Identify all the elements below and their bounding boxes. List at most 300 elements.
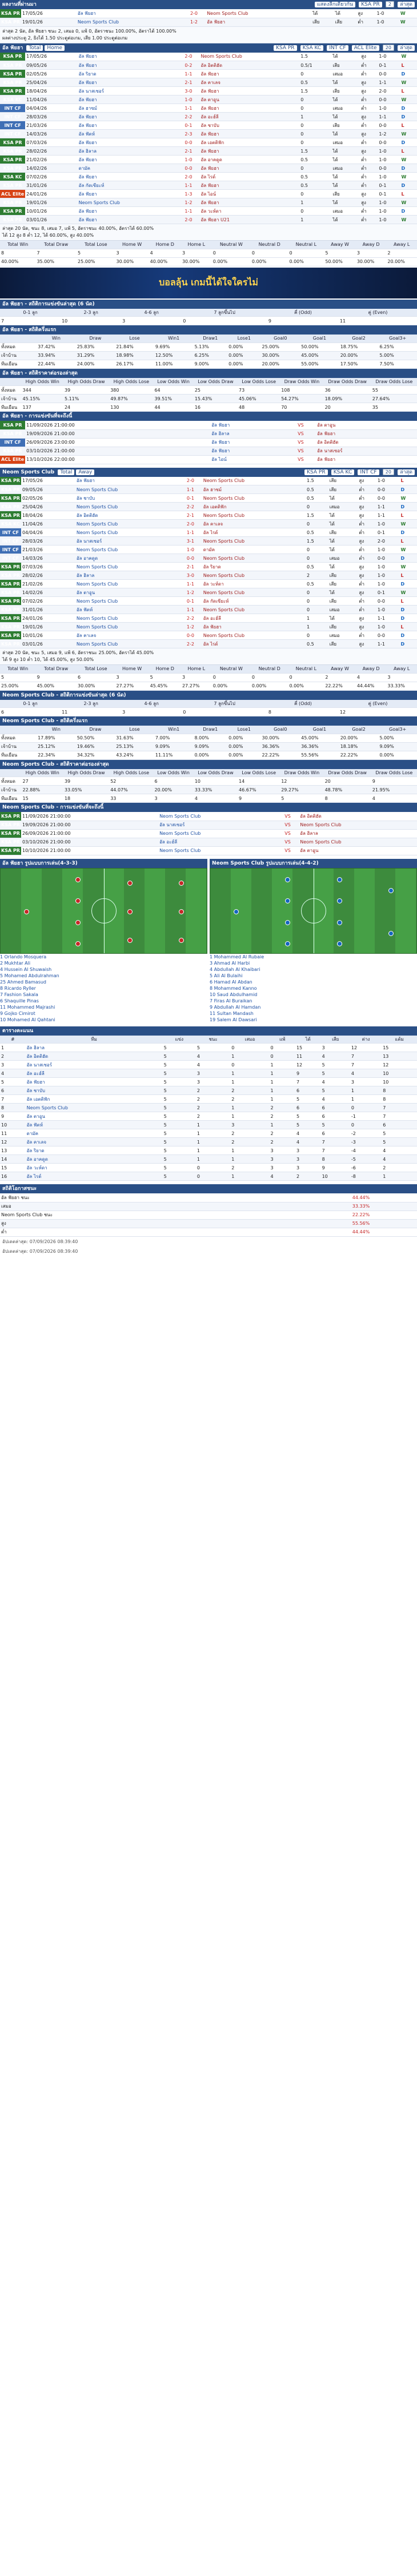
match-score[interactable]: 2-2 — [179, 503, 202, 511]
match-row[interactable] — [0, 520, 417, 528]
home-team[interactable]: Neom Sports Club — [75, 503, 179, 511]
match-row[interactable] — [0, 9, 417, 18]
standings-row[interactable] — [0, 1078, 417, 1086]
league-badge[interactable]: KSA PR — [0, 503, 21, 511]
match-row[interactable] — [0, 563, 417, 571]
league-badge[interactable]: KSA KC — [0, 173, 25, 181]
league-badge[interactable]: KSA PR — [0, 494, 21, 503]
league-badge[interactable]: KSA PR — [0, 447, 25, 455]
standing-team[interactable]: Neom Sports Club — [26, 1104, 163, 1112]
away-team[interactable]: อัล ตาอูน — [299, 846, 417, 855]
league-badge[interactable]: INT CF — [0, 113, 25, 121]
match-row[interactable] — [0, 537, 417, 546]
standing-team[interactable]: อัล คาเลจ — [26, 1138, 163, 1146]
league-badge[interactable]: KSA PR — [0, 821, 21, 829]
away-team[interactable]: อัล เอตติฟัก — [199, 138, 299, 147]
league-filter-ksa[interactable]: KSA PR — [359, 2, 382, 7]
match-row[interactable] — [0, 511, 417, 520]
match-score[interactable]: 2-2 — [177, 113, 199, 121]
home-team[interactable]: อัล ริยาด — [78, 70, 178, 78]
away-team[interactable]: อัล ฟัยฮา — [199, 198, 299, 207]
match-row[interactable] — [0, 588, 417, 597]
player-name[interactable]: 9 Abdullah Al Hamdan — [210, 1004, 261, 1010]
league-badge[interactable]: INT CF — [0, 130, 25, 138]
away-team[interactable]: อัล วะห์ดา — [199, 207, 299, 216]
home-team[interactable]: อัล ฟัยฮา — [78, 53, 178, 61]
home-team[interactable]: อัล ฮาซม์ — [78, 104, 178, 113]
player-name[interactable]: 1 Mohammed Al Rubaie — [210, 954, 264, 959]
match-row[interactable] — [0, 190, 417, 198]
match-score[interactable]: 2-0 — [179, 520, 202, 528]
match-row[interactable] — [0, 87, 417, 95]
league-badge[interactable]: INT CF — [0, 537, 21, 546]
player-marker[interactable] — [179, 881, 184, 886]
match-score[interactable]: 1-0 — [177, 156, 199, 164]
standings-row[interactable] — [0, 1095, 417, 1104]
match-row[interactable] — [0, 631, 417, 640]
league-badge[interactable]: KSA PR — [0, 640, 21, 648]
match-row[interactable] — [0, 554, 417, 563]
home-team[interactable]: อัล ฟัยฮา — [210, 447, 286, 455]
home-team[interactable]: อัล ฟัยฮา — [210, 438, 286, 447]
player-name[interactable]: 5 Mohamed Abdulrahman — [0, 973, 59, 978]
league-badge[interactable]: KSA PR — [0, 147, 25, 156]
fixture-row[interactable] — [0, 846, 417, 855]
match-row[interactable] — [0, 70, 417, 78]
standing-team[interactable]: อัล ฟัยฮา — [26, 1078, 163, 1086]
home-team[interactable]: อัล นาสเซอร์ — [78, 87, 178, 95]
away-team[interactable]: อัล ชาบับ — [199, 121, 299, 130]
match-row[interactable] — [0, 580, 417, 588]
standing-team[interactable]: อัล ไรด์ — [26, 1172, 163, 1181]
away-team[interactable]: อัล ไรด์ — [202, 640, 306, 648]
standing-team[interactable]: อัล อิตติฮัด — [26, 1052, 163, 1061]
match-score[interactable]: 1-1 — [179, 580, 202, 588]
tab-home[interactable]: Home — [45, 45, 65, 51]
away-team[interactable]: อัล ฟัยฮา — [316, 429, 417, 438]
match-score[interactable]: 0-2 — [177, 61, 199, 70]
home-team[interactable]: Neom Sports Club — [75, 546, 179, 554]
match-row[interactable] — [0, 95, 417, 104]
away-team[interactable]: อัล อิตติฮัด — [199, 61, 299, 70]
standing-team[interactable]: อัล อะฮ์ลี — [26, 1069, 163, 1078]
match-score[interactable]: 2-1 — [179, 511, 202, 520]
player-name[interactable]: 19 Salem Al Dawsari — [210, 1017, 257, 1022]
match-row[interactable] — [0, 138, 417, 147]
home-team[interactable]: อัล นาสเซอร์ — [158, 821, 276, 829]
tab-total[interactable]: Total — [58, 469, 74, 475]
away-team[interactable]: อัล อาคดูด — [199, 156, 299, 164]
player-name[interactable]: 10 Mohamed Al Qahtani — [0, 1017, 55, 1022]
player-marker[interactable] — [337, 941, 342, 946]
home-team[interactable]: ดามัค — [78, 164, 178, 173]
standings-row[interactable] — [0, 1044, 417, 1052]
away-team[interactable]: Neom Sports Club — [206, 9, 311, 18]
match-row[interactable] — [0, 53, 417, 61]
filter-int-cf[interactable]: INT CF — [358, 469, 379, 475]
standings-row[interactable] — [0, 1112, 417, 1121]
match-row[interactable] — [0, 104, 417, 113]
league-badge[interactable]: KSA PR — [0, 181, 25, 190]
match-row[interactable] — [0, 121, 417, 130]
league-badge[interactable]: KSA PR — [0, 631, 21, 640]
filter-ksa-kc[interactable]: KSA KC — [300, 45, 324, 51]
match-score[interactable]: 1-1 — [179, 606, 202, 614]
home-team[interactable]: อัล ฟัยฮา — [78, 78, 178, 87]
home-team[interactable]: Neom Sports Club — [75, 528, 179, 537]
match-score[interactable]: 1-1 — [177, 104, 199, 113]
match-score[interactable]: 2-0 — [179, 477, 202, 485]
league-badge[interactable]: KSA PR — [0, 588, 21, 597]
home-team[interactable]: อัล ฟัตห์ — [75, 606, 179, 614]
match-score[interactable]: 1-3 — [177, 190, 199, 198]
away-team[interactable]: อัล ฟัยฮา — [199, 87, 299, 95]
match-row[interactable] — [0, 61, 417, 70]
league-badge[interactable]: KSA PR — [0, 61, 25, 70]
team2-count-select[interactable]: 20 — [383, 469, 394, 475]
match-row[interactable] — [0, 597, 417, 606]
home-team[interactable]: อัล ฟัยฮา — [78, 190, 178, 198]
home-team[interactable]: Neom Sports Club — [75, 520, 179, 528]
match-score[interactable]: 2-1 — [177, 78, 199, 87]
player-name[interactable]: 2 Mukhtar Ali — [0, 960, 31, 966]
player-marker[interactable] — [127, 938, 133, 943]
match-score[interactable]: 0-0 — [177, 164, 199, 173]
player-marker[interactable] — [179, 909, 184, 914]
league-badge[interactable]: KSA KC — [0, 520, 21, 528]
home-team[interactable]: Neom Sports Club — [77, 18, 182, 26]
home-team[interactable]: Neom Sports Club — [75, 614, 179, 623]
home-team[interactable]: Neom Sports Club — [75, 623, 179, 631]
home-team[interactable]: Neom Sports Club — [75, 640, 179, 648]
home-team[interactable]: อัล ฟัยฮา — [78, 121, 178, 130]
league-badge[interactable]: KSA PR — [0, 606, 21, 614]
away-team[interactable]: ดามัค — [202, 546, 306, 554]
player-marker[interactable] — [285, 920, 290, 925]
home-team[interactable]: อัล ฟัยฮา — [75, 477, 179, 485]
match-row[interactable] — [0, 207, 417, 216]
away-team[interactable]: อัล ฟัยฮา — [199, 147, 299, 156]
away-team[interactable]: Neom Sports Club — [202, 494, 306, 503]
match-row[interactable] — [0, 130, 417, 138]
league-badge[interactable]: KSA PR — [0, 597, 21, 606]
away-team[interactable]: Neom Sports Club — [202, 571, 306, 580]
league-badge[interactable]: KSA PR — [0, 216, 25, 224]
league-badge[interactable]: KSA PR — [0, 614, 21, 623]
away-team[interactable]: Neom Sports Club — [202, 588, 306, 597]
fixture-row[interactable] — [0, 429, 417, 438]
player-marker[interactable] — [234, 909, 239, 914]
fixture-row[interactable] — [0, 821, 417, 829]
league-badge[interactable]: KSA PR — [0, 207, 25, 216]
player-marker[interactable] — [24, 909, 29, 914]
league-badge[interactable]: INT CF — [0, 121, 25, 130]
league-badge[interactable]: KSA PR — [0, 87, 25, 95]
match-score[interactable]: 1-2 — [177, 198, 199, 207]
standings-row[interactable] — [0, 1146, 417, 1155]
match-score[interactable]: 0-0 — [179, 554, 202, 563]
league-badge[interactable]: INT CF — [0, 438, 25, 447]
away-team[interactable]: Neom Sports Club — [299, 838, 417, 846]
away-team[interactable]: อัล ฟัยฮา — [206, 18, 311, 26]
league-badge[interactable]: KSA PR — [0, 421, 25, 429]
player-name[interactable]: 11 Sultan Mandash — [210, 1010, 254, 1016]
away-team[interactable]: อัล ฟัยฮา — [316, 455, 417, 464]
match-score[interactable]: 1-1 — [179, 485, 202, 494]
away-team[interactable]: อัล ฟัยฮา — [199, 130, 299, 138]
match-score[interactable]: 0-1 — [177, 121, 199, 130]
away-team[interactable]: อัล อะฮ์ลี — [199, 113, 299, 121]
match-score[interactable]: 0-0 — [177, 138, 199, 147]
match-score[interactable]: 2-0 — [177, 173, 199, 181]
standing-team[interactable]: ดามัค — [26, 1129, 163, 1138]
player-marker[interactable] — [285, 941, 290, 946]
home-team[interactable]: อัล อิตติฮัด — [75, 511, 179, 520]
home-team[interactable]: อัล ฟัยฮา — [78, 156, 178, 164]
league-badge[interactable]: KSA PR — [0, 198, 25, 207]
away-team[interactable]: อัล ตาอูน — [316, 421, 417, 429]
player-marker[interactable] — [285, 877, 290, 882]
away-team[interactable]: Neom Sports Club — [202, 511, 306, 520]
standings-row[interactable] — [0, 1069, 417, 1078]
player-name[interactable]: 8 Ricardo Ryller — [0, 985, 36, 991]
match-row[interactable] — [0, 606, 417, 614]
player-name[interactable]: 6 Hamad Al Abdan — [210, 979, 252, 985]
away-team[interactable]: Neom Sports Club — [202, 477, 306, 485]
away-team[interactable]: อัล ไอน์ — [199, 190, 299, 198]
player-name[interactable]: 1 Orlando Mosquera — [0, 954, 47, 959]
home-team[interactable]: อัล ฟัยฮา — [78, 61, 178, 70]
home-team[interactable]: อัล ฟัยฮา — [210, 421, 286, 429]
away-team[interactable]: Neom Sports Club — [299, 821, 417, 829]
match-score[interactable]: 2-3 — [177, 130, 199, 138]
home-team[interactable]: อัล ตาอูน — [75, 588, 179, 597]
player-name[interactable]: 3 Ahmad Al Harbi — [210, 960, 250, 966]
home-team[interactable]: อัล คาเลจ — [75, 631, 179, 640]
match-row[interactable] — [0, 18, 417, 26]
match-row[interactable] — [0, 147, 417, 156]
match-score[interactable]: 1-1 — [177, 70, 199, 78]
home-team[interactable]: อัล ฟัยฮา — [78, 95, 178, 104]
standings-row[interactable] — [0, 1164, 417, 1172]
player-marker[interactable] — [127, 909, 133, 914]
tab-total[interactable]: Total — [26, 45, 43, 51]
player-marker[interactable] — [75, 941, 81, 946]
filter-int-cf[interactable]: INT CF — [327, 45, 348, 51]
standings-row[interactable] — [0, 1138, 417, 1146]
league-badge[interactable]: INT CF — [0, 546, 21, 554]
player-name[interactable]: 10 Saud Abdulhamid — [210, 992, 258, 997]
home-team[interactable]: อัล ชาบับ — [75, 494, 179, 503]
player-name[interactable]: 7 Fashion Sakala — [0, 992, 38, 997]
player-name[interactable]: 11 Mohammed Majrashi — [0, 1004, 55, 1010]
match-score[interactable]: 0-0 — [179, 631, 202, 640]
home-team[interactable]: Neom Sports Club — [75, 597, 179, 606]
league-badge[interactable]: KSA PR — [0, 164, 25, 173]
match-score[interactable]: 1-2 — [179, 623, 202, 631]
home-team[interactable]: อัล ฟัยฮา — [78, 216, 178, 224]
away-team[interactable]: อัล อิตติฮัด — [316, 438, 417, 447]
match-row[interactable] — [0, 173, 417, 181]
fixture-row[interactable] — [0, 829, 417, 838]
home-team[interactable]: อัล ฮิลาล — [78, 147, 178, 156]
same-league-check[interactable]: แสดงลีกเดียวกัน — [315, 2, 355, 7]
away-team[interactable]: อัล ฮิลาล — [299, 829, 417, 838]
home-team[interactable]: อัล กัดเซียะห์ — [78, 181, 178, 190]
away-team[interactable]: อัล คาเลจ — [199, 78, 299, 87]
player-name[interactable]: 8 Mohammed Kanno — [210, 985, 257, 991]
match-score[interactable]: 3-0 — [177, 87, 199, 95]
match-score[interactable]: 1-2 — [182, 18, 206, 26]
player-marker[interactable] — [388, 888, 394, 893]
away-team[interactable]: อัล วะห์ดา — [202, 580, 306, 588]
filter-acl[interactable]: ACL Elite — [352, 45, 379, 51]
league-badge[interactable]: KSA PR — [0, 485, 21, 494]
home-team[interactable]: อัล ไอน์ — [210, 455, 286, 464]
away-team[interactable]: อัล ริยาด — [202, 563, 306, 571]
player-name[interactable]: 7 Firas Al Buraikan — [210, 998, 252, 1004]
match-row[interactable] — [0, 156, 417, 164]
home-team[interactable]: อัล อาคดูด — [75, 554, 179, 563]
home-team[interactable]: อัล อะฮ์ลี — [158, 838, 276, 846]
away-team[interactable]: อัล กัดเซียะห์ — [202, 597, 306, 606]
count-select[interactable]: 2 — [386, 1, 394, 7]
away-team[interactable]: อัล ฮาซม์ — [202, 485, 306, 494]
standings-row[interactable] — [0, 1052, 417, 1061]
match-row[interactable] — [0, 614, 417, 623]
standings-row[interactable] — [0, 1121, 417, 1129]
match-row[interactable] — [0, 216, 417, 224]
home-team[interactable]: Neom Sports Club — [75, 485, 179, 494]
home-team[interactable]: อัล ฟัตห์ — [78, 130, 178, 138]
player-marker[interactable] — [388, 931, 394, 936]
match-score[interactable]: 1-1 — [177, 181, 199, 190]
home-team[interactable]: อัล นาสเซอร์ — [75, 537, 179, 546]
home-team[interactable]: อัล ฟัยฮา — [78, 173, 178, 181]
player-marker[interactable] — [179, 938, 184, 943]
away-team[interactable]: อัล ฟัยฮา — [199, 181, 299, 190]
match-score[interactable]: 1-1 — [177, 207, 199, 216]
league-badge[interactable]: INT CF — [0, 528, 21, 537]
league-badge[interactable]: KSA PR — [0, 829, 21, 838]
league-badge[interactable]: ACL Elite — [0, 190, 25, 198]
league-badge[interactable]: KSA PR — [0, 563, 21, 571]
match-row[interactable] — [0, 546, 417, 554]
league-badge[interactable]: KSA PR — [0, 623, 21, 631]
fixture-row[interactable] — [0, 438, 417, 447]
match-row[interactable] — [0, 477, 417, 485]
away-team[interactable]: อัล คาเลจ — [202, 520, 306, 528]
away-team[interactable]: อัล ฟัยฮา — [202, 623, 306, 631]
league-badge[interactable]: KSA PR — [0, 138, 25, 147]
team1-count-select[interactable]: 20 — [383, 45, 394, 51]
away-team[interactable]: Neom Sports Club — [202, 631, 306, 640]
match-row[interactable] — [0, 571, 417, 580]
match-row[interactable] — [0, 78, 417, 87]
league-badge[interactable]: KSA PR — [0, 511, 21, 520]
match-score[interactable]: 2-2 — [179, 640, 202, 648]
match-row[interactable] — [0, 113, 417, 121]
player-marker[interactable] — [127, 881, 133, 886]
home-team[interactable]: Neom Sports Club — [78, 198, 178, 207]
match-row[interactable] — [0, 164, 417, 173]
player-name[interactable]: 9 Gojko Cimirot — [0, 1010, 35, 1016]
league-badge[interactable]: KSA PR — [0, 580, 21, 588]
league-badge[interactable]: INT CF — [0, 554, 21, 563]
standings-row[interactable] — [0, 1129, 417, 1138]
standing-team[interactable]: อัล ตาอูน — [26, 1112, 163, 1121]
away-team[interactable]: อัล ฟัยฮา — [199, 70, 299, 78]
league-badge[interactable]: KSA PR — [0, 53, 25, 61]
league-badge[interactable]: KSA PR — [0, 812, 21, 821]
player-marker[interactable] — [75, 877, 81, 882]
away-team[interactable]: Neom Sports Club — [202, 606, 306, 614]
tab-away[interactable]: Away — [76, 469, 94, 475]
league-badge[interactable]: ACL Elite — [0, 455, 25, 464]
player-name[interactable]: 5 Ali Al Bulaihi — [210, 973, 243, 978]
match-score[interactable]: 3-1 — [179, 537, 202, 546]
filter-ksa-kc[interactable]: KSA KC — [331, 469, 355, 475]
league-badge[interactable]: KSA PR — [0, 78, 25, 87]
standings-row[interactable] — [0, 1086, 417, 1095]
player-name[interactable]: 4 Hussein Al Shuwaish — [0, 966, 52, 972]
player-name[interactable]: 6 Shaquille Pinas — [0, 998, 39, 1004]
league-badge[interactable]: KSA PR — [0, 846, 21, 855]
home-team[interactable]: อัล ฟัยฮา — [78, 138, 178, 147]
match-row[interactable] — [0, 623, 417, 631]
away-team[interactable]: อัล ไรด์ — [202, 528, 306, 537]
match-score[interactable]: 1-0 — [179, 546, 202, 554]
league-badge[interactable]: KSA PR — [0, 429, 25, 438]
match-score[interactable]: 2-2 — [179, 614, 202, 623]
home-team[interactable]: Neom Sports Club — [158, 829, 276, 838]
away-team[interactable]: อัล อะฮ์ลี — [202, 614, 306, 623]
home-team[interactable]: อัล ฮิลาล — [210, 429, 286, 438]
league-badge[interactable]: INT CF — [0, 104, 25, 113]
away-team[interactable]: อัล ตาอูน — [199, 95, 299, 104]
match-score[interactable]: 0-1 — [179, 494, 202, 503]
standing-team[interactable]: อัล ฮิลาล — [26, 1044, 163, 1052]
match-row[interactable] — [0, 485, 417, 494]
league-badge[interactable]: KSA PR — [0, 18, 21, 26]
fixture-row[interactable] — [0, 455, 417, 464]
league-badge[interactable]: KSA PR — [0, 9, 21, 18]
standing-team[interactable]: อัล วะห์ดา — [26, 1164, 163, 1172]
filter-ksa-pr[interactable]: KSA PR — [304, 469, 327, 475]
away-team[interactable]: อัล ฟัยฮา U21 — [199, 216, 299, 224]
fixture-row[interactable] — [0, 838, 417, 846]
filter-ksa-pr[interactable]: KSA PR — [274, 45, 296, 51]
away-team[interactable]: อัล อิตติฮัด — [299, 812, 417, 821]
match-score[interactable]: 2-1 — [177, 147, 199, 156]
promo-banner[interactable] — [0, 268, 417, 298]
standing-team[interactable]: อัล ริยาด — [26, 1146, 163, 1155]
match-score[interactable]: 1-2 — [179, 588, 202, 597]
fixture-row[interactable] — [0, 421, 417, 429]
home-team[interactable]: อัล ฟัยฮา — [78, 113, 178, 121]
league-badge[interactable]: KSA PR — [0, 477, 21, 485]
match-row[interactable] — [0, 494, 417, 503]
match-score[interactable]: 1-1 — [179, 528, 202, 537]
player-marker[interactable] — [337, 877, 342, 882]
league-badge[interactable]: KSA PR — [0, 70, 25, 78]
home-team[interactable]: อัล ฟัยฮา — [78, 207, 178, 216]
away-team[interactable]: Neom Sports Club — [199, 53, 299, 61]
player-marker[interactable] — [337, 920, 342, 925]
match-row[interactable] — [0, 503, 417, 511]
match-score[interactable]: 2-0 — [182, 9, 206, 18]
league-badge[interactable]: KSA PR — [0, 838, 21, 846]
